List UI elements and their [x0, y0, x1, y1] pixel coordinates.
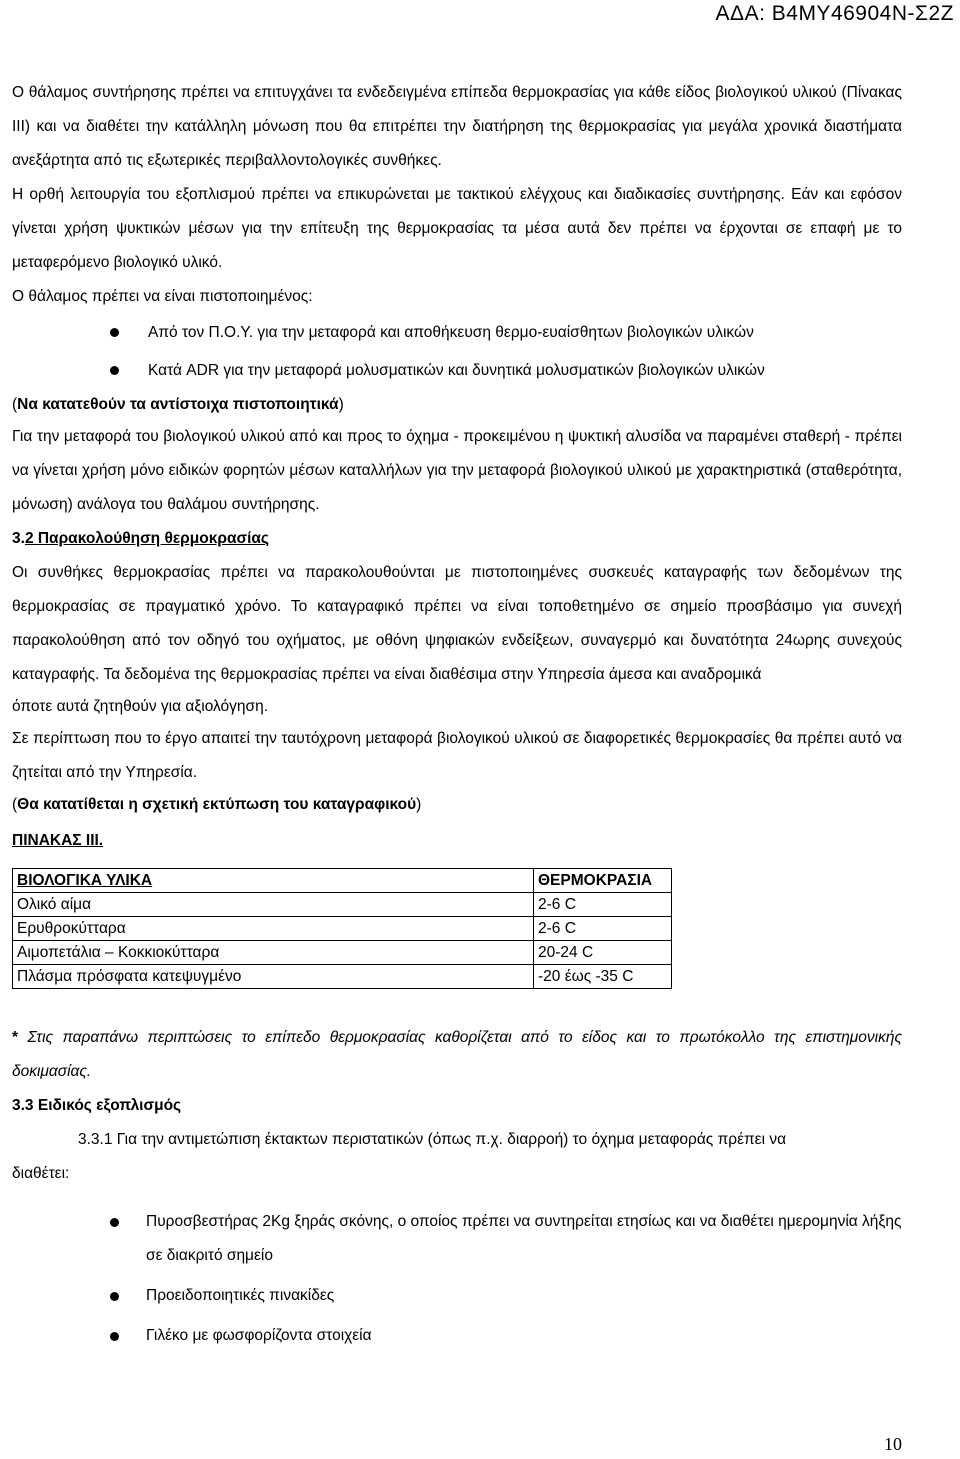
paragraph-certification-intro: Ο θάλαμος πρέπει να είναι πιστοποιημένος: — [12, 288, 313, 305]
table-cell: 2-6 C — [534, 893, 672, 917]
table-row — [13, 893, 672, 917]
paragraph-multiple-temperatures: Σε περίπτωση που το έργο απαιτεί την ταυτόχρονη μεταφορά βιολογικού υλικού σε διαφορετικές θερμοκρασίες θα πρέπει αυτό να ζητείται από την Υπηρεσία. — [12, 730, 902, 781]
table-cell: Ερυθροκύτταρα — [13, 917, 534, 941]
equipment-list — [12, 1205, 902, 1353]
table-title: ΠΙΝΑΚΑΣ ΙΙΙ. — [12, 832, 104, 849]
paragraph-chamber-requirements: Ο θάλαμος συντήρησης πρέπει να επιτυγχάνει τα ενδεδειγμένα επίπεδα θερμοκρασίας για κάθε είδος βιολογικού υλικού (Πίνακας ΙΙΙ) και να διαθέτει την κατάλληλη μόνωση που θα επιτρέπει την διατήρηση της θερμοκρασίας για μεγάλα χρονικά διαστήματα ανεξάρτητα από τις εξωτερικές περιβαλλοντολογικές συνθήκες. — [12, 84, 902, 169]
table-header-cell: ΘΕΡΜΟΚΡΑΣΙΑ — [534, 869, 672, 893]
table-cell: 2-6 C — [534, 917, 672, 941]
list-item: Προειδοποιητικές πινακίδες — [12, 1279, 902, 1313]
list-item: Πυροσβεστήρας 2Kg ξηράς σκόνης, ο οποίος πρέπει να συντηρείται ετησίως και να διαθέτει ημερομηνία λήξης σε διακριτό σημείο — [12, 1205, 902, 1273]
paragraph-emergency-equipment: 3.3.1 Για την αντιμετώπιση έκτακτων περιστατικών (όπως π.χ. διαρροή) το όχημα μεταφοράς πρέπει να — [78, 1131, 787, 1148]
table-cell: Αιμοπετάλια – Κοκκιοκύτταρα — [13, 941, 534, 965]
bullet-icon — [110, 1218, 119, 1227]
table-cell: 20-24 C — [534, 941, 672, 965]
page-number: 10 — [884, 1434, 902, 1454]
document-code: ΑΔΑ: Β4ΜΥ46904Ν-Σ2Ζ — [715, 2, 954, 25]
bullet-icon — [110, 366, 119, 375]
table-row — [13, 965, 672, 989]
paragraph-temperature-monitoring: Οι συνθήκες θερμοκρασίας πρέπει να παρακολουθούνται με πιστοποιημένες συσκευές καταγραφής των δεδομένων της θερμοκρασίας σε πραγματικό χρόνο. Το καταγραφικό πρέπει να είναι τοποθετημένο σε σημείο προσβάσιμο για συνεχή παρακολούθηση από τον οδηγό του οχήματος, με οθόνη ψηφιακών ενδείξεων, συναγερμό και δυνατότητα 24ωρης συνεχούς καταγραφής. Τα δεδομένα της θερμοκρασίας πρέπει να είναι διαθέσιμα στην Υπηρεσία άμεσα και αναδρομικά — [12, 564, 902, 683]
footnote: * Στις παραπάνω περιπτώσεις το επίπεδο θερμοκρασίας καθορίζεται από το είδος και το πρωτόκολλο της επιστημονικής δοκιμασίας. — [12, 1029, 902, 1080]
section-heading-3-3: 3.3 Ειδικός εξοπλισμός — [12, 1097, 182, 1114]
list-item: Γιλέκο με φωσφορίζοντα στοιχεία — [12, 1319, 902, 1353]
table-header-cell: ΒΙΟΛΟΓΙΚΑ ΥΛΙΚΑ — [13, 869, 534, 893]
list-item: Κατά ADR για την μεταφορά μολυσματικών και δυνητικά μολυσματικών βιολογικών υλικών — [12, 352, 902, 390]
temperature-table — [12, 868, 672, 989]
table-header-row — [13, 869, 672, 893]
bullet-icon — [110, 1332, 119, 1341]
recorder-printout-note: (Θα κατατίθεται η σχετική εκτύπωση του καταγραφικού) — [12, 796, 422, 813]
bullet-icon — [110, 328, 119, 337]
table-row — [13, 941, 672, 965]
table-cell: -20 έως -35 C — [534, 965, 672, 989]
certification-list — [12, 314, 902, 390]
table-cell: Ολικό αίμα — [13, 893, 534, 917]
section-heading-3-2: 3.2 Παρακολούθηση θερμοκρασίας — [12, 530, 269, 547]
list-item: Από τον Π.Ο.Υ. για την μεταφορά και αποθήκευση θερμο-ευαίσθητων βιολογικών υλικών — [12, 314, 902, 352]
table-row — [13, 917, 672, 941]
paragraph-equipment-maintenance: Η ορθή λειτουργία του εξοπλισμού πρέπει να επικυρώνεται με τακτικού ελέγχους και διαδικασίες συντήρησης. Εάν και εφόσον γίνεται χρήση ψυκτικών μέσων για την επίτευξη της θερμοκρασίας τα μέσα αυτά δεν πρέπει να έρχονται σε επαφή με το μεταφερόμενο βιολογικό υλικό. — [12, 186, 902, 271]
certificates-note: (Να κατατεθούν τα αντίστοιχα πιστοποιητικά) — [12, 396, 344, 413]
paragraph-transport: Για την μεταφορά του βιολογικού υλικού από και προς το όχημα - προκειμένου η ψυκτική αλυσίδα να παραμένει σταθερή - πρέπει να γίνεται χρήση μόνο ειδικών φορητών μέσων καταλλήλων για την μεταφορά βιολογικού υλικού με χαρακτηριστικά (σταθερότητα, μόνωση) ανάλογα του θαλάμου συντήρησης. — [12, 428, 902, 513]
table-cell: Πλάσμα πρόσφατα κατεψυγμένο — [13, 965, 534, 989]
bullet-icon — [110, 1292, 119, 1301]
page-content — [12, 76, 902, 1353]
paragraph-evaluation: όποτε αυτά ζητηθούν για αξιολόγηση. — [12, 698, 269, 715]
paragraph-emergency-equipment-cont: διαθέτει: — [12, 1165, 70, 1182]
